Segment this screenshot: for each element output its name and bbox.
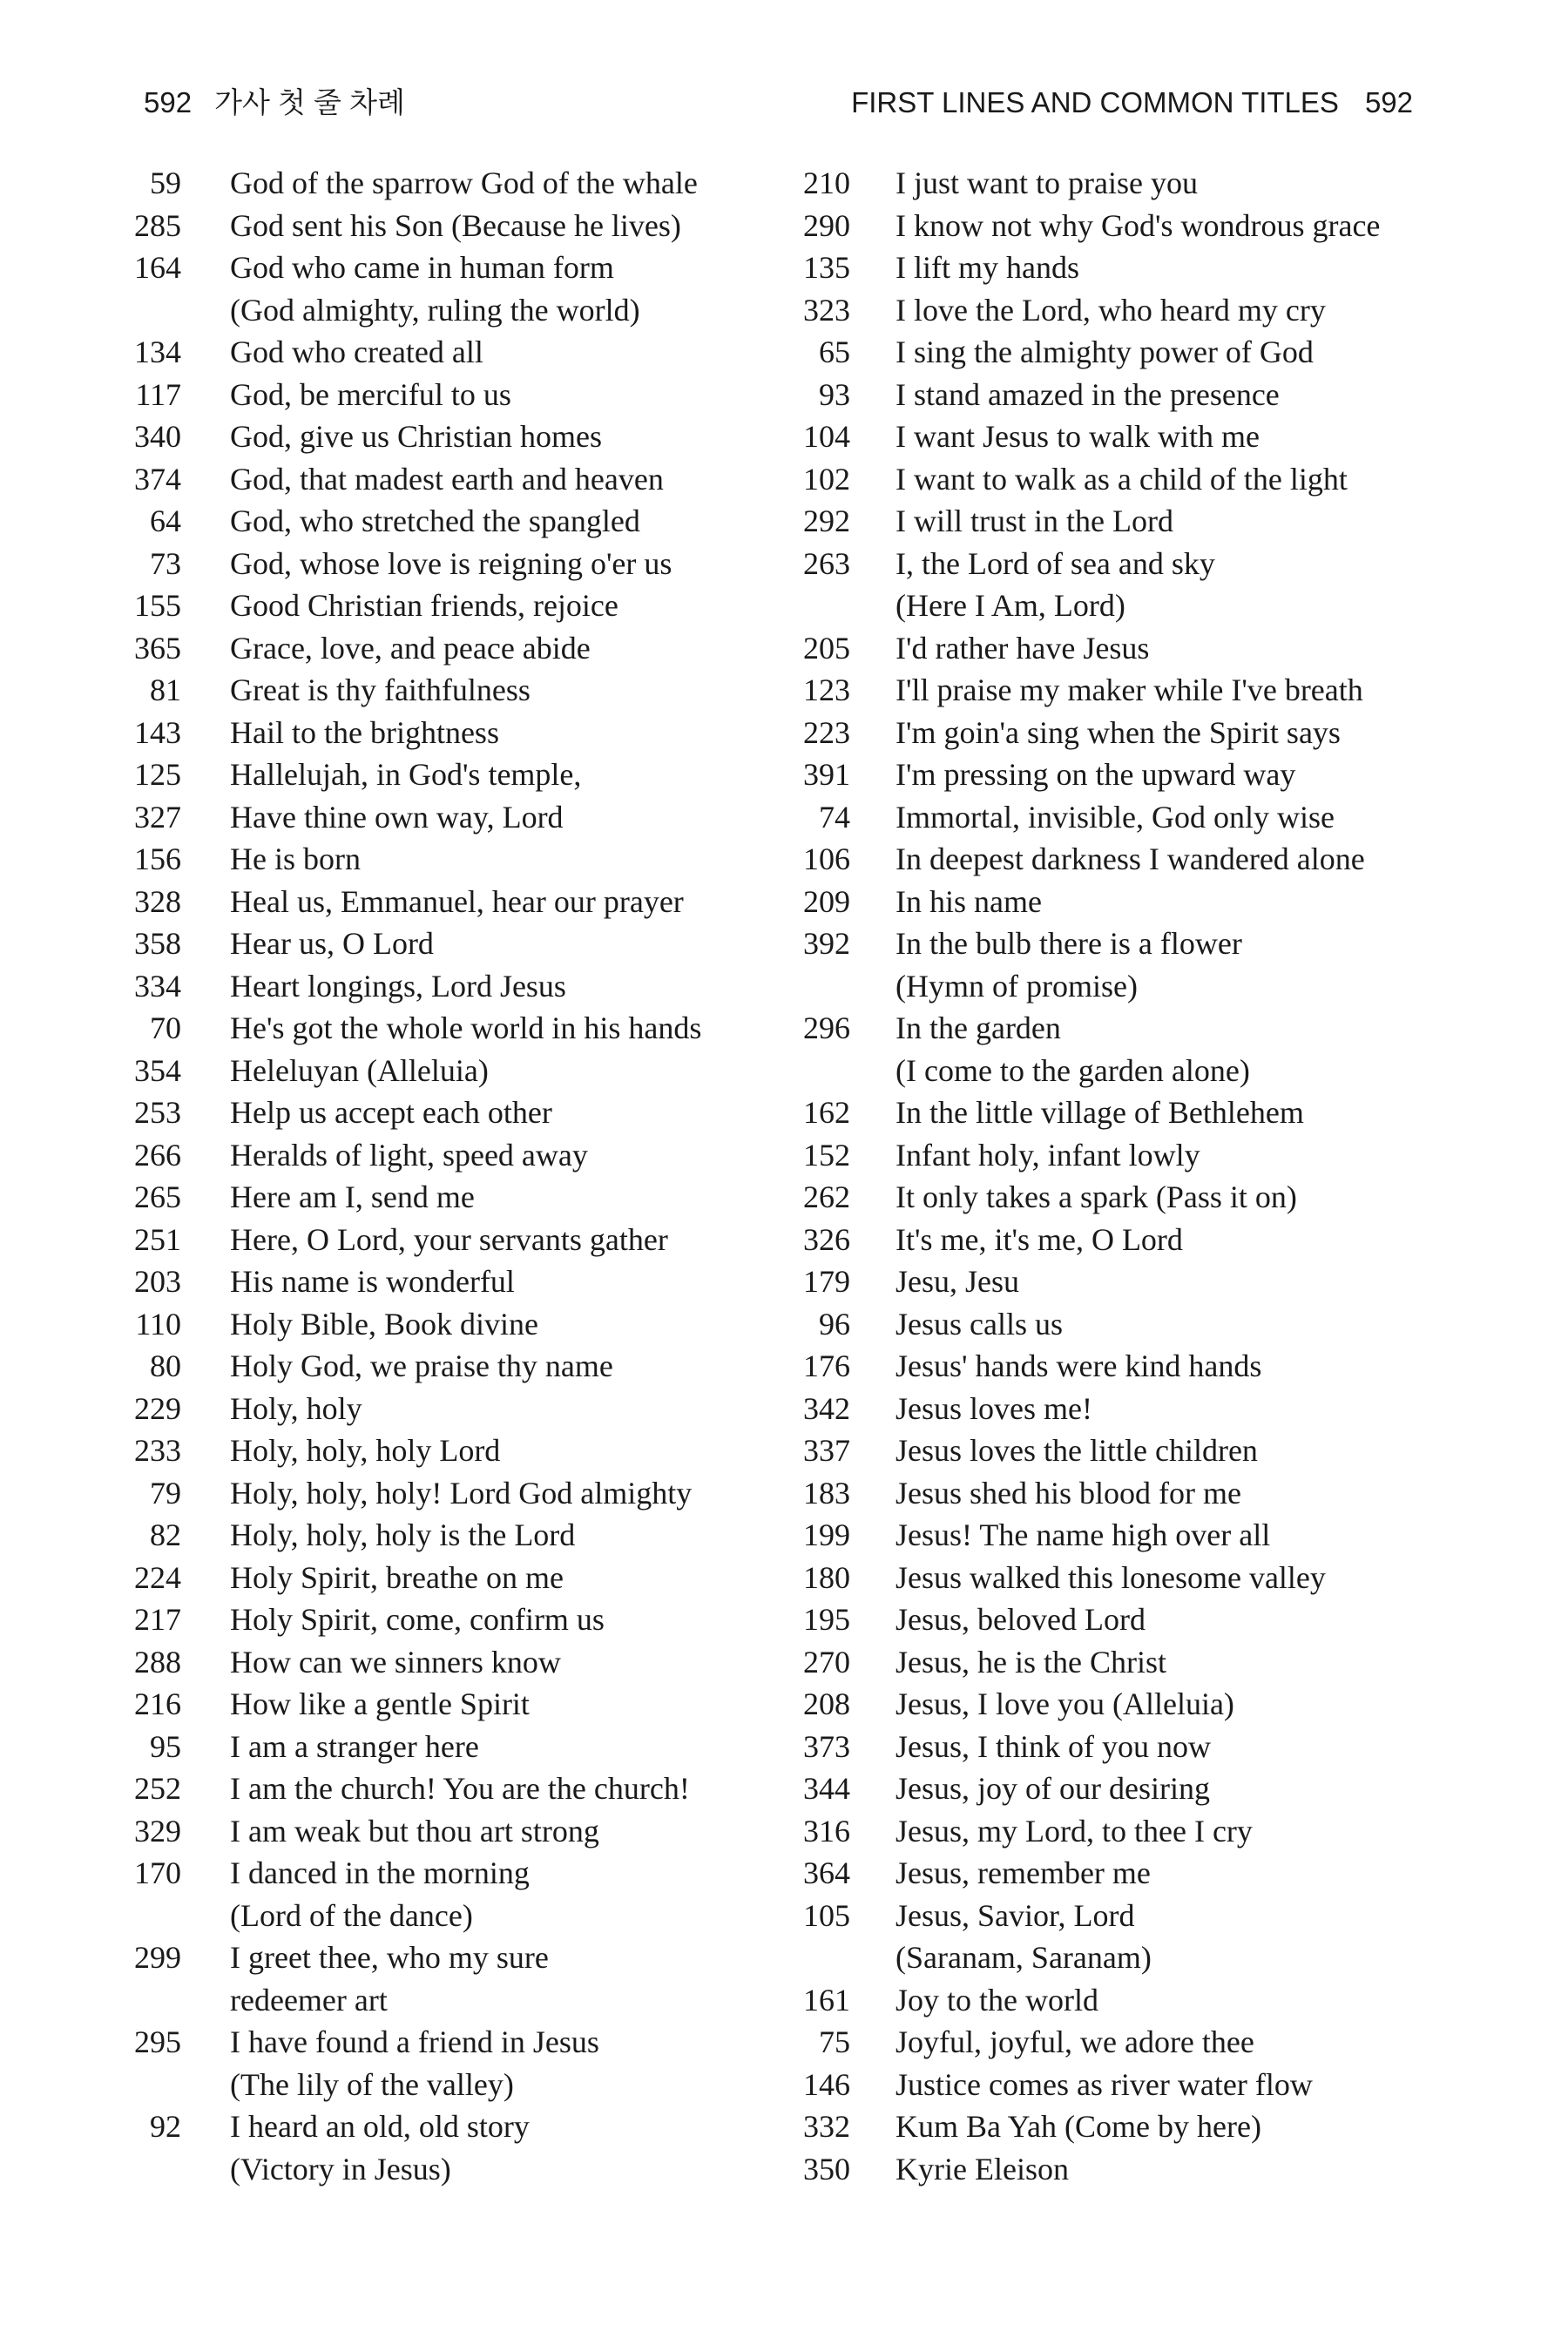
index-entry [784,669,1446,712]
index-entry [122,627,775,670]
hymn-number: 229 [134,1390,181,1426]
index-entry [122,374,775,416]
index-entry [122,543,775,585]
hymn-number: 123 [803,672,850,707]
index-entry [784,162,1446,205]
index-entry [122,1810,775,1853]
index-entry [784,500,1446,543]
index-entry [784,1134,1446,1177]
first-line: God who created all [230,335,483,369]
first-line: I know not why God's wondrous grace [896,207,1381,243]
hymn-number: 70 [150,1010,181,1045]
section-title: FIRST LINES AND COMMON TITLES [851,86,1339,118]
index-entry [784,754,1446,796]
hymn-number: 146 [803,2066,850,2102]
first-line: Jesus walked this lonesome valley [896,1559,1326,1595]
first-line: Grace, love, and peace abide [230,630,591,666]
first-line: God who came in human form [230,250,614,285]
index-entry [122,1050,775,1092]
index-entry [122,1557,775,1599]
hymn-number: 164 [134,250,181,285]
index-entry [784,289,1446,332]
index-entry [122,2021,775,2105]
hymn-number: 81 [150,672,181,707]
hymn-number: 162 [803,1095,850,1130]
index-entry [784,1345,1446,1388]
left-index-column [122,162,775,2190]
first-line: I love the Lord, who heard my cry [896,292,1326,328]
hymn-number: 93 [819,376,850,412]
index-entry [784,543,1446,627]
first-line: God, be merciful to us [230,376,511,412]
index-entry [122,1134,775,1177]
first-line-continuation: (I come to the garden alone) [896,1052,1250,1088]
index-entry [784,1852,1446,1895]
first-line: I just want to praise you [896,166,1198,200]
index-entry [122,331,775,374]
index-entry [784,2148,1446,2191]
hymn-number: 152 [803,1137,850,1173]
index-entry [784,712,1446,754]
hymn-number: 344 [803,1771,850,1806]
index-entry [784,458,1446,501]
first-line: Good Christian friends, rejoice [230,588,618,623]
hymn-number: 233 [134,1433,181,1468]
index-entry [122,754,775,796]
index-entry [784,627,1446,670]
hymn-number: 358 [134,926,181,961]
hymn-number: 205 [803,630,850,666]
first-line: I want Jesus to walk with me [896,419,1260,454]
first-line: I danced in the morning [230,1855,530,1890]
first-line: Have thine own way, Lord [230,799,564,835]
index-entry [122,923,775,965]
hymn-number: 110 [135,1306,181,1342]
index-entry [122,712,775,754]
index-entry [784,1641,1446,1684]
hymn-number: 180 [803,1559,850,1595]
hymn-number: 176 [803,1348,850,1383]
first-line: He is born [230,841,361,876]
first-line: God sent his Son (Because he lives) [230,207,681,243]
index-entry [122,1767,775,1810]
first-line: Jesus, remember me [896,1855,1151,1890]
hymn-number: 263 [803,545,850,581]
hymn-number: 364 [803,1855,850,1890]
first-line: Jesus, joy of our desiring [896,1771,1210,1806]
index-entry [784,1598,1446,1641]
hymn-number: 252 [134,1771,181,1806]
first-line: Jesus, beloved Lord [896,1602,1146,1637]
hymn-number: 64 [150,504,181,538]
hymn-number: 329 [134,1813,181,1848]
first-line: Jesus, I love you (Alleluia) [896,1686,1234,1721]
hymn-number: 296 [803,1010,850,1045]
index-entry [784,1895,1446,1979]
hymn-number: 216 [134,1686,181,1721]
index-entry [784,1472,1446,1515]
hymn-number: 209 [803,883,850,919]
first-line: I will trust in the Lord [896,504,1173,538]
first-line: I sing the almighty power of God [896,335,1314,369]
hymn-number: 223 [803,714,850,750]
index-entry [784,1219,1446,1261]
hymn-number: 59 [150,166,181,200]
first-line: It only takes a spark (Pass it on) [896,1179,1297,1214]
hymn-number: 350 [803,2151,850,2186]
index-entry [122,965,775,1008]
index-entry [122,1219,775,1261]
hymn-number: 208 [803,1686,850,1721]
first-line: Holy Spirit, come, confirm us [230,1602,605,1637]
first-line: I want to walk as a child of the light [896,461,1348,497]
hymn-number: 266 [134,1137,181,1173]
first-line: Heart longings, Lord Jesus [230,968,566,1004]
index-entry [784,838,1446,881]
hymn-number: 340 [134,419,181,454]
index-entry [122,416,775,458]
hymn-number: 161 [803,1982,850,2017]
hymn-number: 224 [134,1559,181,1595]
first-line: God, who stretched the spangled [230,504,640,538]
first-line: In deepest darkness I wandered alone [896,841,1365,876]
index-entry [784,881,1446,923]
hymn-number: 270 [803,1644,850,1680]
first-line: I stand amazed in the presence [896,376,1280,412]
first-line: Holy God, we praise thy name [230,1348,613,1383]
index-entry [122,1683,775,1726]
first-line: Justice comes as river water flow [896,2066,1313,2102]
first-line: I heard an old, old story [230,2109,530,2144]
hymn-number: 299 [134,1940,181,1975]
index-entry [122,1092,775,1134]
hymn-number: 316 [803,1813,850,1848]
first-line: In the garden [896,1010,1061,1045]
first-line: Jesus, he is the Christ [896,1644,1166,1680]
index-entry [784,1726,1446,1768]
first-line: Help us accept each other [230,1095,552,1130]
first-line: I'm pressing on the upward way [896,757,1296,792]
first-line: Jesus calls us [896,1306,1063,1342]
index-entry [784,1303,1446,1346]
first-line: Here am I, send me [230,1179,475,1214]
first-line-continuation: (Saranam, Saranam) [896,1940,1152,1975]
index-entry [122,162,775,205]
first-line: In the little village of Bethlehem [896,1095,1304,1130]
hymn-number: 337 [803,1433,850,1468]
hymn-number: 102 [803,461,850,497]
hymn-number: 155 [134,588,181,623]
first-line-continuation: (Here I Am, Lord) [896,588,1125,623]
first-line: Great is thy faithfulness [230,672,531,707]
first-line: Kyrie Eleison [896,2151,1069,2186]
hymn-number: 117 [135,376,181,412]
index-entry [784,416,1446,458]
first-line: Hail to the brightness [230,714,499,750]
first-line: Jesus, I think of you now [896,1728,1211,1764]
index-entry [122,2105,775,2190]
first-line: God, that madest earth and heaven [230,461,664,497]
hymn-number: 73 [150,545,181,581]
hymn-number: 323 [803,292,850,328]
index-entry [784,1429,1446,1472]
hymn-number: 292 [803,504,850,538]
hymn-number: 217 [134,1602,181,1637]
index-entry [122,669,775,712]
first-line: Hear us, O Lord [230,926,434,961]
first-line: Jesus shed his blood for me [896,1475,1241,1511]
index-entry [784,1007,1446,1092]
hymn-number: 295 [134,2024,181,2059]
first-line: He's got the whole world in his hands [230,1010,702,1045]
first-line: Infant holy, infant lowly [896,1137,1200,1173]
hymn-number: 327 [134,799,181,835]
index-entry [784,1176,1446,1219]
index-entry [122,1303,775,1346]
first-line: Joyful, joyful, we adore thee [896,2024,1254,2059]
first-line: Holy, holy, holy is the Lord [230,1517,576,1552]
index-entry [122,1472,775,1515]
first-line: I'll praise my maker while I've breath [896,672,1363,707]
page-number-right: 592 [1364,86,1413,118]
hymn-number: 105 [803,1897,850,1933]
first-line: It's me, it's me, O Lord [896,1221,1183,1257]
hymn-number: 179 [803,1264,850,1299]
index-entry [122,1514,775,1557]
index-entry [122,205,775,247]
index-entry [784,1810,1446,1853]
first-line: In the bulb there is a flower [896,926,1242,961]
index-entry [122,838,775,881]
hymn-number: 82 [150,1517,181,1552]
index-entry [122,1598,775,1641]
korean-section-title: 가사 첫 줄 차례 [214,86,405,118]
first-line: God of the sparrow God of the whale [230,166,698,200]
hymn-number: 74 [819,799,850,835]
first-line: I lift my hands [896,250,1079,285]
index-entry [122,796,775,839]
hymn-number: 290 [803,207,850,243]
first-line: Heralds of light, speed away [230,1137,588,1173]
right-index-column [784,162,1446,2190]
hymn-number: 75 [819,2024,850,2059]
first-line: Joy to the world [896,1982,1098,2017]
first-line: Hallelujah, in God's temple, [230,757,582,792]
first-line-continuation: (Lord of the dance) [230,1897,473,1933]
hymn-number: 374 [134,461,181,497]
index-entry [122,1852,775,1936]
first-line: Holy Bible, Book divine [230,1306,538,1342]
hymn-number: 104 [803,419,850,454]
first-line: Jesus, Savior, Lord [896,1897,1135,1933]
first-line: God, give us Christian homes [230,419,602,454]
index-entry [122,1429,775,1472]
first-line: Jesus loves me! [896,1390,1092,1426]
index-entry [122,1260,775,1303]
hymn-number: 80 [150,1348,181,1383]
hymn-number: 391 [803,757,850,792]
index-entry [784,2021,1446,2064]
first-line: I greet thee, who my sure [230,1940,549,1975]
index-entry [784,796,1446,839]
hymn-number: 392 [803,926,850,961]
hymn-number: 253 [134,1095,181,1130]
hymn-number: 332 [803,2109,850,2144]
first-line-continuation: (Hymn of promise) [896,968,1138,1004]
hymn-number: 285 [134,207,181,243]
hymn-number: 365 [134,630,181,666]
first-line: Jesu, Jesu [896,1264,1019,1299]
index-entry [784,331,1446,374]
hymn-number: 195 [803,1602,850,1637]
first-line: I'd rather have Jesus [896,630,1150,666]
index-entry [784,1979,1446,2022]
hymn-number: 199 [803,1517,850,1552]
hymn-number: 95 [150,1728,181,1764]
hymn-number: 92 [150,2109,181,2144]
index-entry [784,1557,1446,1599]
first-line: I am the church! You are the church! [230,1771,690,1806]
page-number-left: 592 [144,86,193,118]
first-line: Jesus loves the little children [896,1433,1258,1468]
index-entry [784,2105,1446,2148]
hymn-number: 183 [803,1475,850,1511]
hymn-number: 210 [803,166,850,200]
hymn-number: 262 [803,1179,850,1214]
index-entry [784,2064,1446,2106]
index-entry [784,1514,1446,1557]
hymn-number: 354 [134,1052,181,1088]
first-line: God, whose love is reigning o'er us [230,545,672,581]
first-line: Immortal, invisible, God only wise [896,799,1335,835]
hymn-number: 288 [134,1644,181,1680]
first-line: How like a gentle Spirit [230,1686,530,1721]
index-entry [784,205,1446,247]
first-line: I, the Lord of sea and sky [896,545,1215,581]
index-entry [784,1767,1446,1810]
first-line: Holy, holy [230,1390,362,1426]
hymn-number: 326 [803,1221,850,1257]
first-line: How can we sinners know [230,1644,561,1680]
index-entry [122,1007,775,1050]
index-entry [122,1176,775,1219]
first-line: Heal us, Emmanuel, hear our prayer [230,883,684,919]
first-line-continuation: (Victory in Jesus) [230,2151,451,2186]
index-entry [122,458,775,501]
index-entry [122,1641,775,1684]
first-line: In his name [896,883,1042,919]
index-entry [122,585,775,627]
index-entry [784,923,1446,1007]
first-line: I am a stranger here [230,1728,479,1764]
first-line: Jesus, my Lord, to thee I cry [896,1813,1253,1848]
first-line: Jesus! The name high over all [896,1517,1271,1552]
first-line: I am weak but thou art strong [230,1813,599,1848]
first-line: His name is wonderful [230,1264,515,1299]
first-line: Jesus' hands were kind hands [896,1348,1262,1383]
index-entry [122,500,775,543]
hymn-number: 373 [803,1728,850,1764]
index-entry [122,881,775,923]
index-entry [122,1345,775,1388]
hymn-number: 251 [134,1221,181,1257]
first-line: Holy Spirit, breathe on me [230,1559,564,1595]
first-line: Heleluyan (Alleluia) [230,1052,489,1088]
hymn-number: 135 [803,250,850,285]
index-entry [784,1260,1446,1303]
index-entry [784,1388,1446,1430]
hymn-number: 65 [819,335,850,369]
hymn-number: 342 [803,1390,850,1426]
index-entry [122,247,775,331]
header-right [851,82,1413,124]
hymn-number: 96 [819,1306,850,1342]
index-entry [122,1388,775,1430]
hymn-number: 170 [134,1855,181,1890]
first-line: Holy, holy, holy Lord [230,1433,501,1468]
hymn-number: 106 [803,841,850,876]
first-line: Kum Ba Yah (Come by here) [896,2109,1261,2144]
first-line: I'm goin'a sing when the Spirit says [896,714,1341,750]
hymn-number: 334 [134,968,181,1004]
header-left [144,82,405,124]
hymn-number: 265 [134,1179,181,1214]
hymn-number: 156 [134,841,181,876]
hymn-number: 203 [134,1264,181,1299]
hymn-number: 79 [150,1475,181,1511]
index-entry [122,1936,775,2021]
first-line-continuation: redeemer art [230,1982,388,2017]
hymn-number: 134 [134,335,181,369]
index-entry [784,1092,1446,1134]
hymn-number: 328 [134,883,181,919]
index-entry [784,1683,1446,1726]
index-entry [784,247,1446,289]
first-line-continuation: (The lily of the valley) [230,2066,514,2102]
first-line: Here, O Lord, your servants gather [230,1221,668,1257]
hymn-number: 143 [134,714,181,750]
hymn-number: 125 [134,757,181,792]
first-line: I have found a friend in Jesus [230,2024,599,2059]
first-line-continuation: (God almighty, ruling the world) [230,292,640,328]
index-entry [784,374,1446,416]
first-line: Holy, holy, holy! Lord God almighty [230,1475,693,1511]
index-entry [122,1726,775,1768]
